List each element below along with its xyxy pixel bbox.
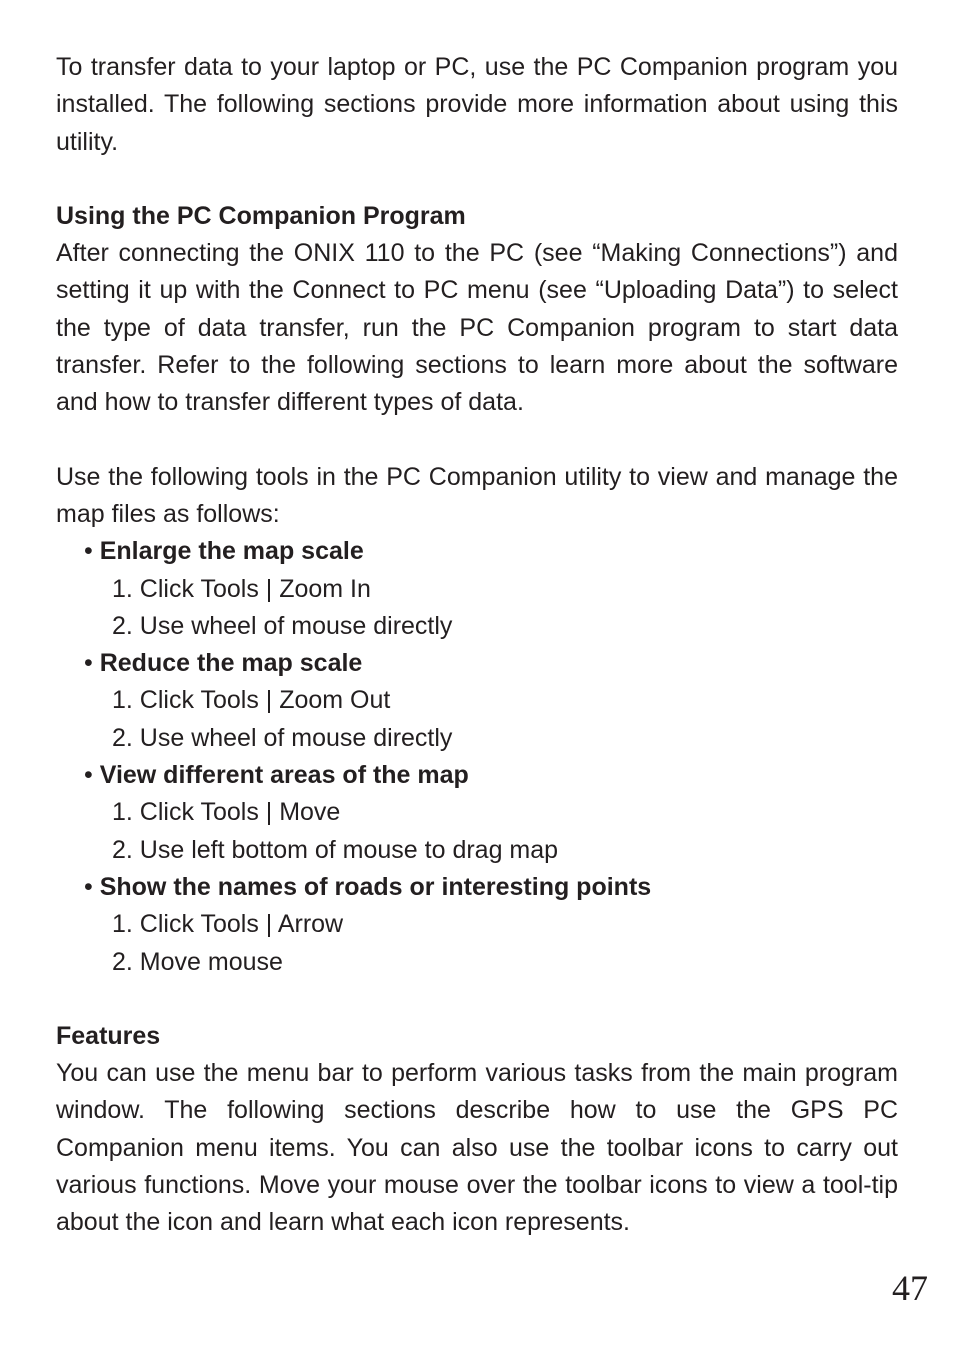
tool-title-text: Enlarge the map scale [99,537,364,566]
tool-step: 1. Click Tools | Zoom In [112,574,371,603]
tool-title-text: Reduce the map scale [99,649,363,678]
tool-step: 2. Use left bottom of mouse to drag map [112,835,559,864]
bullet-icon: • [84,537,93,566]
tool-item-arrow [56,869,898,981]
tool-title-text: View different areas of the map [99,761,469,790]
tool-item-move [56,757,898,869]
features-paragraph: You can use the menu bar to perform various tasks from the main program window. The following sections describe how to use the GPS PC Companion menu items. You can also use the toolbar icons to carry out various functions. Move your mouse over the toolbar icons to view a tool-tip about the icon and learn what each icon represents. [56,1059,898,1237]
tool-step: 2. Move mouse [112,947,283,976]
spacer [56,161,898,198]
section-heading-pc-companion: Using the PC Companion Program [56,201,466,230]
tool-step: 1. Click Tools | Arrow [112,910,344,939]
section-heading-features: Features [56,1021,161,1050]
tool-item-reduce [56,645,898,757]
spacer [56,981,898,1018]
tool-title-text: Show the names of roads or interesting points [99,872,652,901]
bullet-icon: • [84,872,93,901]
tools-list [56,533,898,981]
tool-item-enlarge [56,533,898,645]
tool-title [56,869,898,906]
section-paragraph-tools: Use the following tools in the PC Companion utility to view and manage the map files as follows: [56,462,898,528]
page-number: 47 [892,1268,928,1308]
bullet-icon: • [84,761,93,790]
bullet-icon: • [84,649,93,678]
section-paragraph-connecting: After connecting the ONIX 110 to the PC (see “Making Connections”) and setting it up with the Connect to PC menu (see “Uploading Data”) to select the type of data transfer, run the PC Companion program to start data transfer. Refer to the following sections to learn more about the software and how to transfer different types of data. [56,239,898,417]
page-content [56,49,898,1242]
tool-title [56,645,898,682]
tool-step: 2. Use wheel of mouse directly [112,611,453,640]
intro-paragraph: To transfer data to your laptop or PC, use the PC Companion program you installed. The following sections provide more information about using this utility. [56,53,898,156]
tool-step: 1. Click Tools | Zoom Out [112,686,391,715]
tool-step: 2. Use wheel of mouse directly [112,723,453,752]
spacer [56,422,898,459]
tool-title [56,533,898,570]
tool-step: 1. Click Tools | Move [112,798,341,827]
tool-title [56,757,898,794]
